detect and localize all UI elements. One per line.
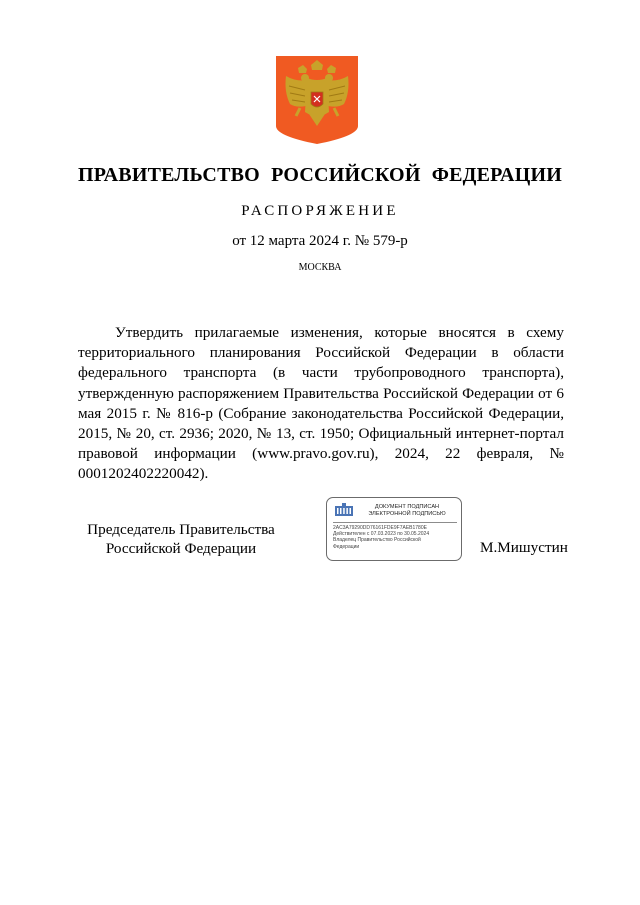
stamp-title-line2: ЭЛЕКТРОННОЙ ПОДПИСЬЮ: [368, 511, 446, 517]
government-building-icon: [333, 503, 355, 517]
signer-position: [78, 520, 284, 558]
stamp-owner-line1: Владелец Правительство Российской: [333, 537, 421, 544]
document-date-number: от 12 марта 2024 г. № 579-р: [232, 233, 408, 249]
signer-position-line1: Председатель Правительства: [87, 521, 275, 538]
electronic-signature-stamp: [326, 497, 462, 561]
signer-position-line2: Российской Федерации: [105, 540, 257, 557]
russian-coat-of-arms-icon: [276, 56, 358, 144]
stamp-info: [333, 525, 459, 550]
stamp-owner-line2: Федерации: [333, 543, 360, 550]
document-type: РАСПОРЯЖЕНИЕ: [241, 203, 399, 219]
stamp-title-line1: ДОКУМЕНТ ПОДПИСАН: [374, 504, 440, 510]
stamp-certificate: 2AC3A79290DD76161FDE9F7AEB1780E: [333, 525, 427, 531]
document-city: МОСКВА: [298, 262, 342, 273]
stamp-divider: [333, 522, 457, 523]
order-text: Утвердить прилагаемые изменения, которые вносятся в схему территориального планирования Российской Федерации в области федерального транспорта (в части трубопроводного транспорта), утвержденную распоряжением Правительства Российской Федерации от 6 мая 2015 г. № 816-р (Собрание законодательства Российской Федерации, 2015, № 20, ст. 2936; 2020, № 13, ст. 1950; Официальный интернет-портал правовой информации (www.pravo.gov.ru), 2024, 22 февраля, № 0001202402220042).: [78, 324, 564, 483]
signer-name: М.Мишустин: [480, 539, 568, 556]
government-title: ПРАВИТЕЛЬСТВО РОССИЙСКОЙ ФЕДЕРАЦИИ: [78, 164, 562, 186]
stamp-title: [357, 504, 457, 518]
stamp-validity: Действителен с 07.03.2023 по 30.05.2024: [333, 531, 430, 538]
